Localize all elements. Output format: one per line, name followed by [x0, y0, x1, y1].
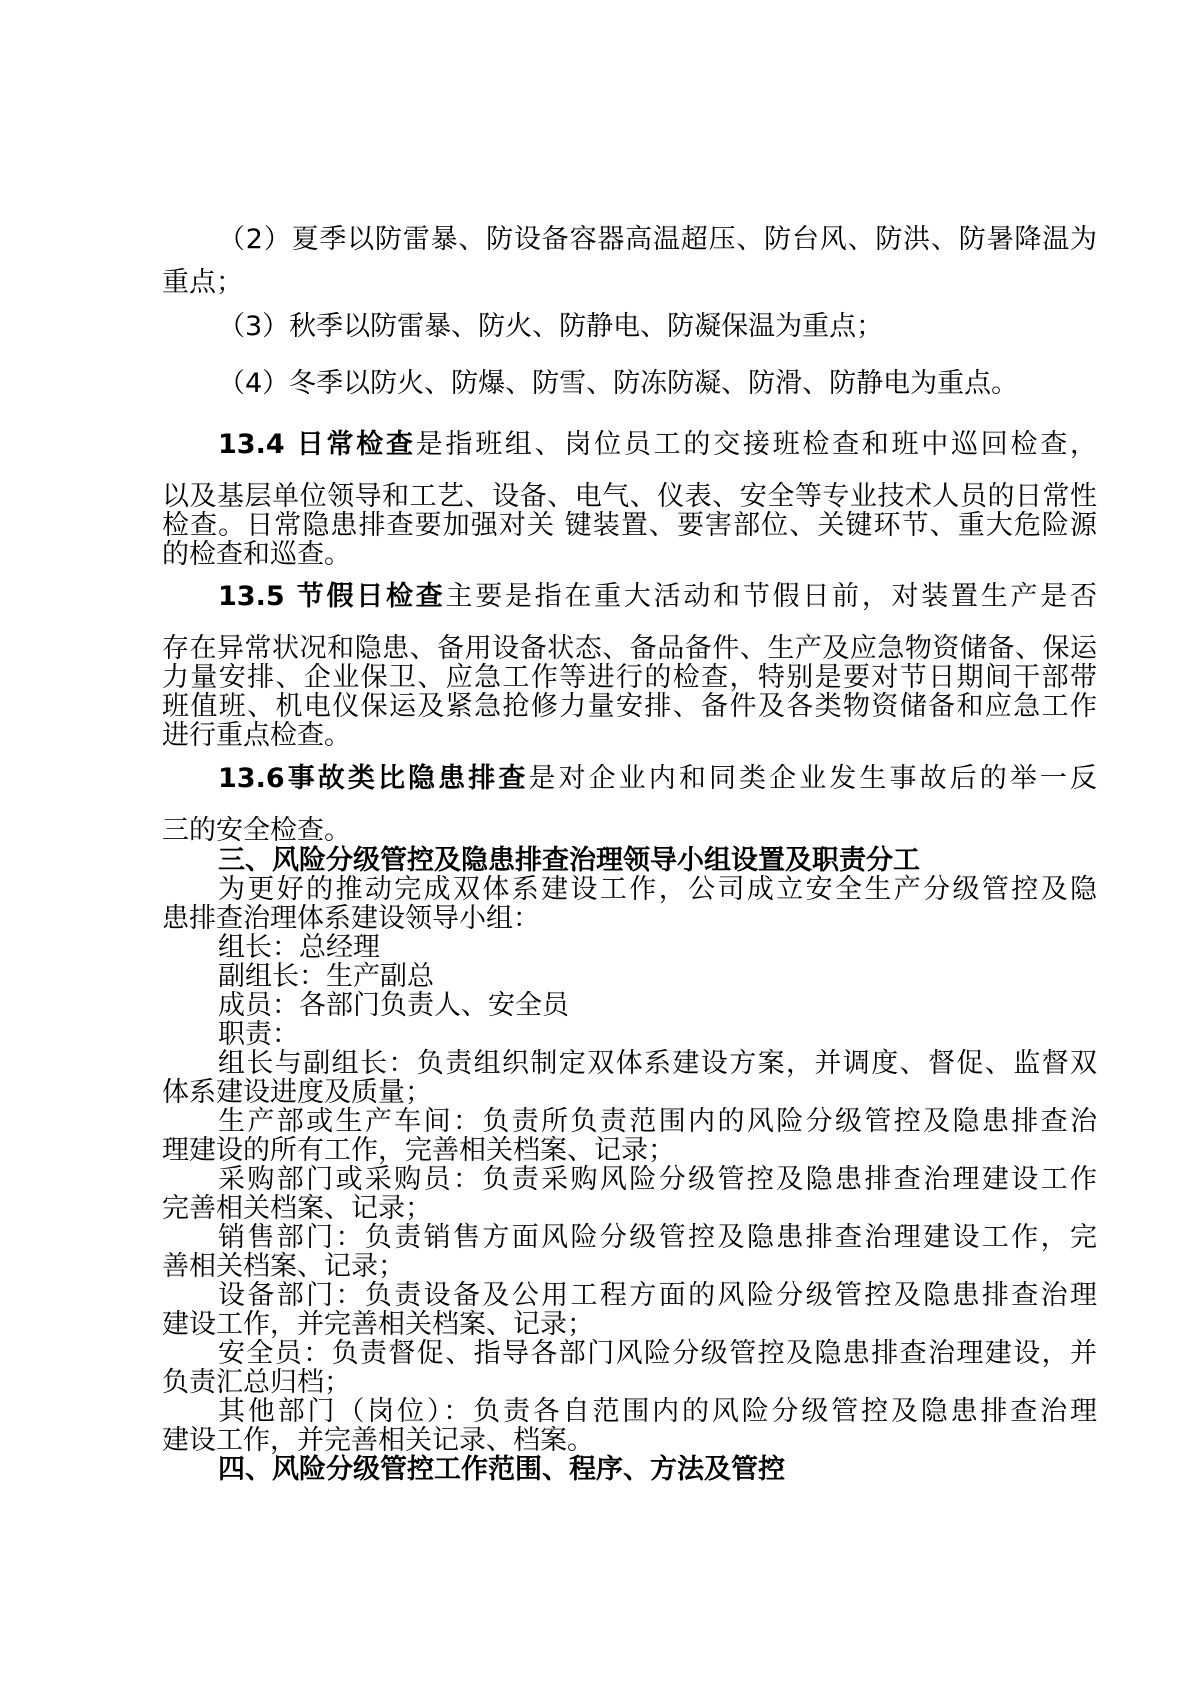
section-13-5-line-2: 存在异常状况和隐患、备用设备状态、备品备件、生产及应急物资储备、保运 — [162, 633, 1097, 664]
section-13-4-line-2: 以及基层单位领导和工艺、设备、电气、仪表、安全等专业技术人员的日常性 — [162, 481, 1097, 512]
section-13-4-line-4: 的检查和巡查。 — [162, 539, 351, 570]
section-13-6-line-2: 三的安全检查。 — [162, 815, 351, 846]
section-13-4-line-1: 13.4 日常检查是指班组、岗位员工的交接班检查和班中巡回检查， — [218, 429, 1097, 460]
duty-leader-line-2: 体系建设进度及质量； — [162, 1077, 432, 1108]
duty-production-line-2: 理建设的所有工作，完善相关档案、记录； — [162, 1135, 675, 1166]
duty-sales-line-2: 善相关档案、记录； — [162, 1251, 405, 1282]
seasonal-item-2: （2）夏季以防雷暴、防设备容器高温超压、防台风、防洪、防暑降温为 — [218, 224, 1097, 255]
section-4-title: 四、风险分级管控工作范围、程序、方法及管控 — [218, 1454, 785, 1485]
section-13-5-line-4: 班值班、机电仪保运及紧急抢修力量安排、备件及各类物资储备和应急工作 — [162, 691, 1097, 722]
section-3-line-2: 患排查治理体系建设领导小组： — [162, 903, 540, 934]
duty-purchasing-line-1: 采购部门或采购员：负责采购风险分级管控及隐患排查治理建设工作 — [218, 1164, 1097, 1195]
group-members: 成员：各部门负责人、安全员 — [218, 990, 569, 1021]
seasonal-item-3: （3）秋季以防雷暴、防火、防静电、防凝保温为重点； — [218, 311, 884, 342]
duty-equipment-line-1: 设备部门：负责设备及公用工程方面的风险分级管控及隐患排查治理 — [218, 1280, 1097, 1311]
section-13-4-line-3: 检查。日常隐患排查要加强对关 键装置、要害部位、关键环节、重大危险源 — [162, 510, 1097, 541]
section-3-line-1: 为更好的推动完成双体系建设工作，公司成立安全生产分级管控及隐 — [218, 874, 1097, 905]
seasonal-item-2-cont: 重点； — [162, 267, 243, 298]
duty-production-line-1: 生产部或生产车间：负责所负责范围内的风险分级管控及隐患排查治 — [218, 1106, 1097, 1137]
section-13-6-heading: 13.6事故类比隐患排查 — [218, 763, 529, 794]
duty-purchasing-line-2: 完善相关档案、记录； — [162, 1193, 432, 1224]
section-13-5-line-1: 13.5 节假日检查主要是指在重大活动和节假日前，对装置生产是否 — [218, 581, 1097, 612]
duty-safety-officer-line-1: 安全员：负责督促、指导各部门风险分级管控及隐患排查治理建设，并 — [218, 1338, 1097, 1369]
section-3-title: 三、风险分级管控及隐患排查治理领导小组设置及职责分工 — [218, 845, 920, 876]
section-13-5-line-5: 进行重点检查。 — [162, 720, 351, 751]
deputy-group-leader: 副组长：生产副总 — [218, 961, 434, 992]
duties-label: 职责： — [218, 1019, 299, 1050]
duty-other-line-2: 建设工作，并完善相关记录、档案。 — [162, 1425, 594, 1456]
section-13-6-line-1: 13.6事故类比隐患排查是对企业内和同类企业发生事故后的举一反 — [218, 763, 1097, 794]
duty-leader-line-1: 组长与副组长：负责组织制定双体系建设方案，并调度、督促、监督双 — [218, 1048, 1097, 1079]
section-13-5-heading: 13.5 节假日检查 — [218, 581, 446, 612]
duty-safety-officer-line-2: 负责汇总归档； — [162, 1367, 351, 1398]
section-13-5-line-3: 力量安排、企业保卫、应急工作等进行的检查，特别是要对节日期间干部带 — [162, 662, 1097, 693]
section-13-4-heading: 13.4 日常检查 — [218, 429, 416, 460]
group-leader: 组长：总经理 — [218, 932, 380, 963]
seasonal-item-4: （4）冬季以防火、防爆、防雪、防冻防凝、防滑、防静电为重点。 — [218, 368, 1019, 399]
duty-equipment-line-2: 建设工作，并完善相关档案、记录； — [162, 1309, 594, 1340]
duty-sales-line-1: 销售部门：负责销售方面风险分级管控及隐患排查治理建设工作，完 — [218, 1222, 1097, 1253]
duty-other-line-1: 其他部门（岗位）：负责各自范围内的风险分级管控及隐患排查治理 — [218, 1396, 1097, 1427]
